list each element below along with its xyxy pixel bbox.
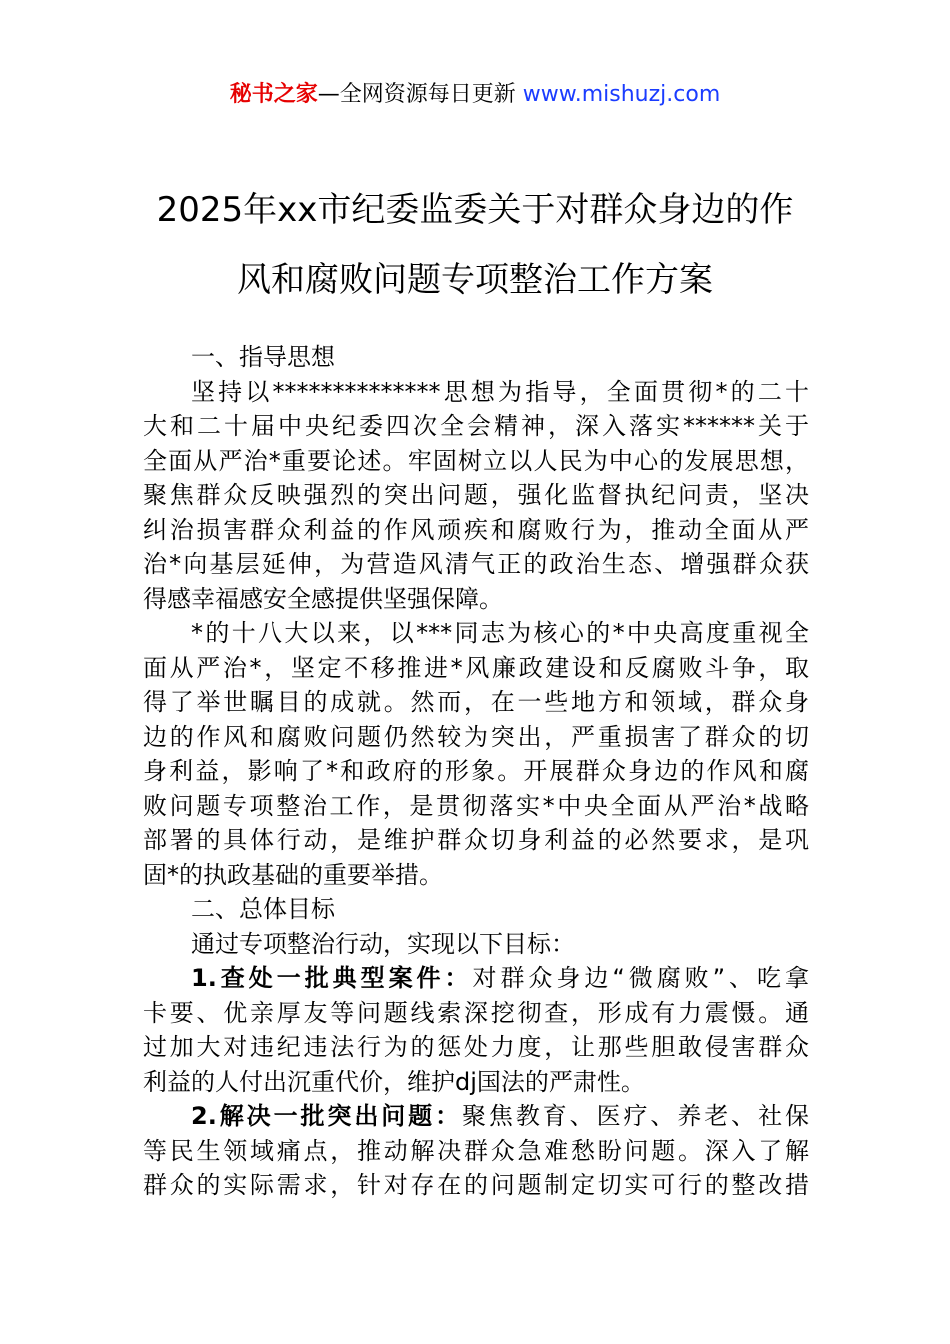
paragraph-line: 大和二十届中央纪委四次全会精神，深入落实******关于: [143, 412, 809, 440]
paragraph-line: 等民生领域痛点，推动解决群众急难愁盼问题。深入了解: [143, 1136, 809, 1165]
paragraph-line: 纠治损害群众利益的作风顽疾和腐败行为，推动全面从严: [143, 515, 809, 544]
paragraph-line: 固*的执政基础的重要举措。: [143, 860, 443, 889]
goal-lead: 1.查处一批典型案件：: [191, 964, 473, 992]
paragraph-line: 坚持以**************思想为指导，全面贯彻*的二十: [191, 377, 809, 406]
paragraph-line: [143, 961, 809, 996]
site-tagline: —全网资源每日更新: [317, 82, 523, 107]
paragraph-line: 群众的实际需求，针对存在的问题制定切实可行的整改措: [143, 1171, 809, 1199]
paragraph-line: 聚焦群众反映强烈的突出问题，强化监督执纪问责，坚决: [143, 481, 809, 509]
paragraph-line: 全面从严治*重要论述。牢固树立以人民为中心的发展思想，: [143, 446, 809, 475]
paragraph-line: 治*向基层延伸，为营造风清气正的政治生态、增强群众获: [143, 550, 809, 578]
paragraph-line: 面从严治*，坚定不移推进*风廉政建设和反腐败斗争，取: [143, 653, 809, 682]
paragraph-line: 身利益，影响了*和政府的形象。开展群众身边的作风和腐: [143, 757, 809, 785]
title-line-2: 风和腐败问题专项整治工作方案: [237, 260, 713, 300]
document-body: [143, 340, 809, 1203]
paragraph-line: 边的作风和腐败问题仍然较为突出，严重损害了群众的切: [143, 722, 809, 751]
goal-item-2: [143, 1099, 809, 1203]
document-title: [120, 175, 830, 315]
site-brand: 秘书之家: [229, 82, 318, 107]
paragraph-guiding-ideology: [143, 375, 809, 617]
paragraph-goals-intro: 通过专项整治行动，实现以下目标：: [191, 929, 575, 958]
paragraph-line: 卡要、优亲厚友等问题线索深挖彻查，形成有力震慑。通: [143, 998, 809, 1027]
paragraph-background: [143, 616, 809, 892]
paragraph-line: 利益的人付出沉重代价，维护dj国法的严肃性。: [143, 1067, 645, 1096]
section-heading-overall-goals: 二、总体目标: [191, 895, 335, 923]
site-header: [0, 80, 950, 110]
title-line-1: 2025年xx市纪委监委关于对群众身边的作: [156, 190, 794, 230]
paragraph-line: 过加大对违纪违法行为的惩处力度，让那些胆敢侵害群众: [143, 1033, 809, 1061]
site-url-link[interactable]: www.mishuzj.com: [522, 82, 721, 107]
paragraph-line: *的十八大以来，以***同志为核心的*中央高度重视全: [191, 619, 809, 647]
paragraph-line: 部署的具体行动，是维护群众切身利益的必然要求，是巩: [143, 826, 809, 854]
paragraph-line: [143, 1099, 809, 1134]
goal-item-1: [143, 961, 809, 1099]
paragraph-line: 得了举世瞩目的成就。然而，在一些地方和领域，群众身: [143, 688, 809, 716]
paragraph-line: 败问题专项整治工作，是贯彻落实*中央全面从严治*战略: [143, 791, 809, 820]
goal-text: 对群众身边“微腐败”、吃拿: [472, 964, 809, 992]
paragraph-line: 得感幸福感安全感提供坚强保障。: [143, 584, 503, 613]
goal-lead: 2.解决一批突出问题：: [191, 1102, 462, 1130]
goal-text: 聚焦教育、医疗、养老、社保: [462, 1102, 810, 1130]
section-heading-guiding-ideology: 一、指导思想: [191, 343, 335, 371]
